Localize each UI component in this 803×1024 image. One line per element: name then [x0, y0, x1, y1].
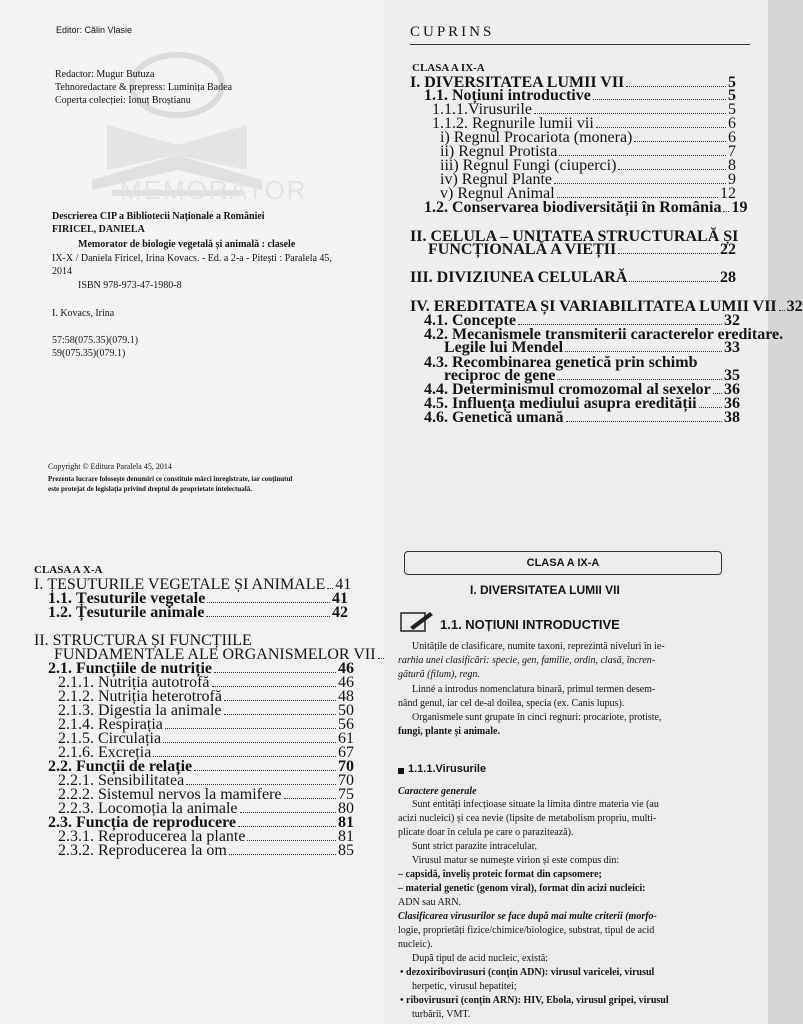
author-line: FIRICEL, DANIELA — [52, 224, 145, 235]
toc-entry[interactable]: 2.3.1. Reproducerea la plante 81 — [58, 828, 354, 845]
toc-entry[interactable]: 2.2.2. Sistemul nervos la mamifere 75 — [58, 786, 354, 803]
toc-entry[interactable]: 2.2.1. Sensibilitatea 70 — [58, 772, 354, 789]
toc-entry[interactable]: 1.2. Conservarea biodiversității în România 19 — [424, 199, 748, 216]
toc-entry[interactable]: 2.3.2. Reproducerea la om 85 — [58, 842, 354, 859]
toc-entry[interactable]: 1.1.1.Virusurile 5 — [432, 101, 736, 118]
editor-line: Editor: Călin Vlasie — [56, 25, 133, 35]
pencil-note-icon — [400, 610, 434, 634]
toc-entry[interactable]: 2.1.5. Circulația 61 — [58, 730, 354, 747]
toc-entry[interactable]: 4.6. Genetică umană 38 — [424, 409, 740, 426]
toc-entry[interactable]: FUNCȚIONALĂ A VIEȚII 22 — [428, 241, 736, 258]
para-line: fungi, plante și animale. — [398, 726, 500, 737]
para-line: plicate doar în celula pe care o parazitează). — [398, 827, 574, 838]
list-item-cont: turbării, VMT. — [412, 1009, 471, 1020]
isbn-line: ISBN 978-973-47-1980-8 — [78, 280, 182, 291]
toc-entry[interactable]: iv) Regnul Plante 9 — [440, 171, 736, 188]
class-banner: CLASA A IX-A — [404, 551, 722, 575]
para-line: – material genetic (genom viral), format din acizi nucleici: — [398, 883, 646, 894]
watermark-text: MEMORATOR — [120, 175, 308, 205]
tehno-line: Tehnoredactare & prepress: Luminița Badea — [55, 82, 233, 93]
toc-entry[interactable]: iii) Regnul Fungi (ciuperci) 8 — [440, 157, 736, 174]
list-item: • dezoxiribovirusuri (conțin ADN): virusul varicelei, virusul — [400, 967, 655, 978]
bullet-square-icon — [398, 768, 404, 774]
toc-entry[interactable]: 2.1. Funcțiile de nutriție 46 — [48, 660, 354, 677]
para-line: rarhia unei clasificări: specie, gen, familie, ordin, clasă, încren- — [398, 655, 656, 666]
para-line: – capsidă, înveliș proteic format din capsomere; — [398, 869, 602, 880]
toc-entry[interactable]: II. STRUCTURA ȘI FUNCȚIILE — [34, 632, 252, 649]
contents-page-1 — [384, 0, 803, 512]
coperta-line: Coperta colecției: Ionuț Broștianu — [55, 95, 191, 106]
para-line: acizi nucleici) și cea nevie (lipsite de metabolism propriu, multi- — [398, 813, 657, 824]
toc-entry[interactable]: II. CELULA – UNITATEA STRUCTURALĂ ȘI — [410, 228, 739, 245]
para-line: Sunt entități infecțioase situate la limita dintre materia vie (au — [412, 799, 659, 810]
toc-entry[interactable]: Legile lui Mendel 33 — [444, 339, 740, 356]
class-ix-title: CLASA A IX-A — [412, 62, 485, 74]
para-line: nând genul, iar cel de-al doilea, specia (ex. Canis lupus). — [398, 698, 625, 709]
para-line: Clasificarea virusurilor se face după mai multe criterii (morfo- — [398, 911, 657, 922]
toc-entry[interactable]: 2.1.1. Nutriția autotrofă 46 — [58, 674, 354, 691]
notice-line-1: Prezenta lucrare folosește denumiri ce constituie mărci înregistrate, iar conținutul — [48, 475, 293, 483]
para-line: Sunt strict parazite intracelular. — [412, 841, 537, 852]
imprint-page — [0, 0, 384, 512]
book-title: Memorator de biologie vegetală și animală : clasele — [78, 239, 296, 250]
cip-title: Descrierea CIP a Bibliotecii Naționale a României — [52, 211, 265, 222]
toc-entry[interactable]: ii) Regnul Protista 7 — [440, 143, 736, 160]
toc-entry[interactable]: III. DIVIZIUNEA CELULARĂ 28 — [410, 269, 736, 286]
toc-entry[interactable]: I. ȚESUTURILE VEGETALE ȘI ANIMALE 41 — [34, 576, 352, 593]
toc-entry[interactable]: 2.1.4. Respirația 56 — [58, 716, 354, 733]
list-item: • ribovirusuri (conțin ARN): HIV, Ebola, virusul gripei, virusul — [400, 995, 669, 1006]
notice-line-2: este protejat de legislația privind dreptul de proprietate intelectuală. — [48, 485, 252, 493]
chapter-title: I. DIVERSITATEA LUMII VII — [470, 583, 620, 597]
para-line: După tipul de acid nucleic, există: — [412, 953, 549, 964]
copyright-line: Copyright © Editura Paralela 45, 2014 — [48, 462, 172, 471]
heading-rule — [410, 44, 750, 45]
toc-entry[interactable]: reciproc de gene 35 — [444, 367, 740, 384]
toc-entry[interactable]: 4.5. Influența mediului asupra eredității 36 — [424, 395, 740, 412]
subsection-title: 1.1.1.Virusurile — [408, 763, 487, 775]
toc-entry[interactable]: 4.3. Recombinarea genetică prin schimb — [424, 354, 698, 371]
contents-page-2 — [0, 512, 384, 1024]
toc-entry[interactable]: 1.2. Țesuturile animale 42 — [48, 604, 348, 621]
toc-entry[interactable]: 2.2. Funcții de relație 70 — [48, 758, 354, 775]
toc-entry[interactable]: 2.1.2. Nutriția heterotrofă 48 — [58, 688, 354, 705]
class-x-title: CLASA A X-A — [34, 564, 103, 576]
toc-entry[interactable]: 1.1. Țesuturile vegetale 41 — [48, 590, 348, 607]
toc-entry[interactable]: 2.2.3. Locomoția la animale 80 — [58, 800, 354, 817]
toc-entry[interactable]: 1.1. Noțiuni introductive 5 — [424, 87, 736, 104]
udc-line-2: 59(075.35)(079.1) — [52, 348, 126, 359]
udc-line-1: 57:58(075.35)(079.1) — [52, 335, 139, 346]
para-line: Organismele sunt grupate în cinci regnuri: procariote, protiste, — [412, 712, 662, 723]
coauthor-line: I. Kovacs, Irina — [52, 308, 115, 319]
toc-entry[interactable]: IV. EREDITATEA ȘI VARIABILITATEA LUMII VII 32 — [410, 298, 803, 315]
para-line: Unitățile de clasificare, numite taxoni, reprezintă niveluri în ie- — [412, 641, 665, 652]
para-line: nucleic). — [398, 939, 433, 950]
book-year: 2014 — [52, 266, 72, 277]
redactor-line: Redactor: Mugur Butuza — [55, 69, 155, 80]
para-line: Virusul matur se numește virion și este compus din: — [412, 855, 620, 866]
para-line: logie, proprietăți fizice/chimice/biologice, substrat, tipul de acid — [398, 925, 655, 936]
toc-entry[interactable]: v) Regnul Animal 12 — [440, 185, 736, 202]
toc-entry[interactable]: 4.1. Concepte 32 — [424, 312, 740, 329]
toc-entry[interactable]: 4.4. Determinismul cromozomal al sexelor 36 — [424, 381, 740, 398]
toc-entry[interactable]: 2.1.3. Digestia la animale 50 — [58, 702, 354, 719]
toc-entry[interactable]: 2.1.6. Excreția 67 — [58, 744, 354, 761]
section-title: 1.1. NOȚIUNI INTRODUCTIVE — [440, 617, 620, 632]
para-line: gătură (filum), regn. — [398, 669, 480, 680]
toc-entry[interactable]: I. DIVERSITATEA LUMII VII 5 — [410, 74, 736, 91]
toc-entry[interactable]: 2.3. Funcția de reproducere 81 — [48, 814, 354, 831]
toc-entry[interactable]: FUNDAMENTALE ALE ORGANISMELOR VII — [54, 648, 354, 662]
para-line: Linné a introdus nomenclatura binară, primul termen desem- — [412, 684, 656, 695]
book-line2: IX-X / Daniela Firicel, Irina Kovacs. - Ed. a 2-a - Pitești : Paralela 45, — [52, 253, 332, 264]
list-item-cont: herpetic, virusul hepatitei; — [412, 981, 517, 992]
toc-entry[interactable]: 4.2. Mecanismele transmiterii caracterelor ereditare. — [424, 326, 784, 343]
toc-entry[interactable]: 1.1.2. Regnurile lumii vii 6 — [432, 115, 736, 132]
toc-entry[interactable]: i) Regnul Procariota (monera) 6 — [440, 129, 736, 146]
para-line: ADN sau ARN. — [398, 897, 462, 908]
contents-heading: CUPRINS — [410, 24, 495, 40]
subheading: Caractere generale — [398, 786, 477, 797]
